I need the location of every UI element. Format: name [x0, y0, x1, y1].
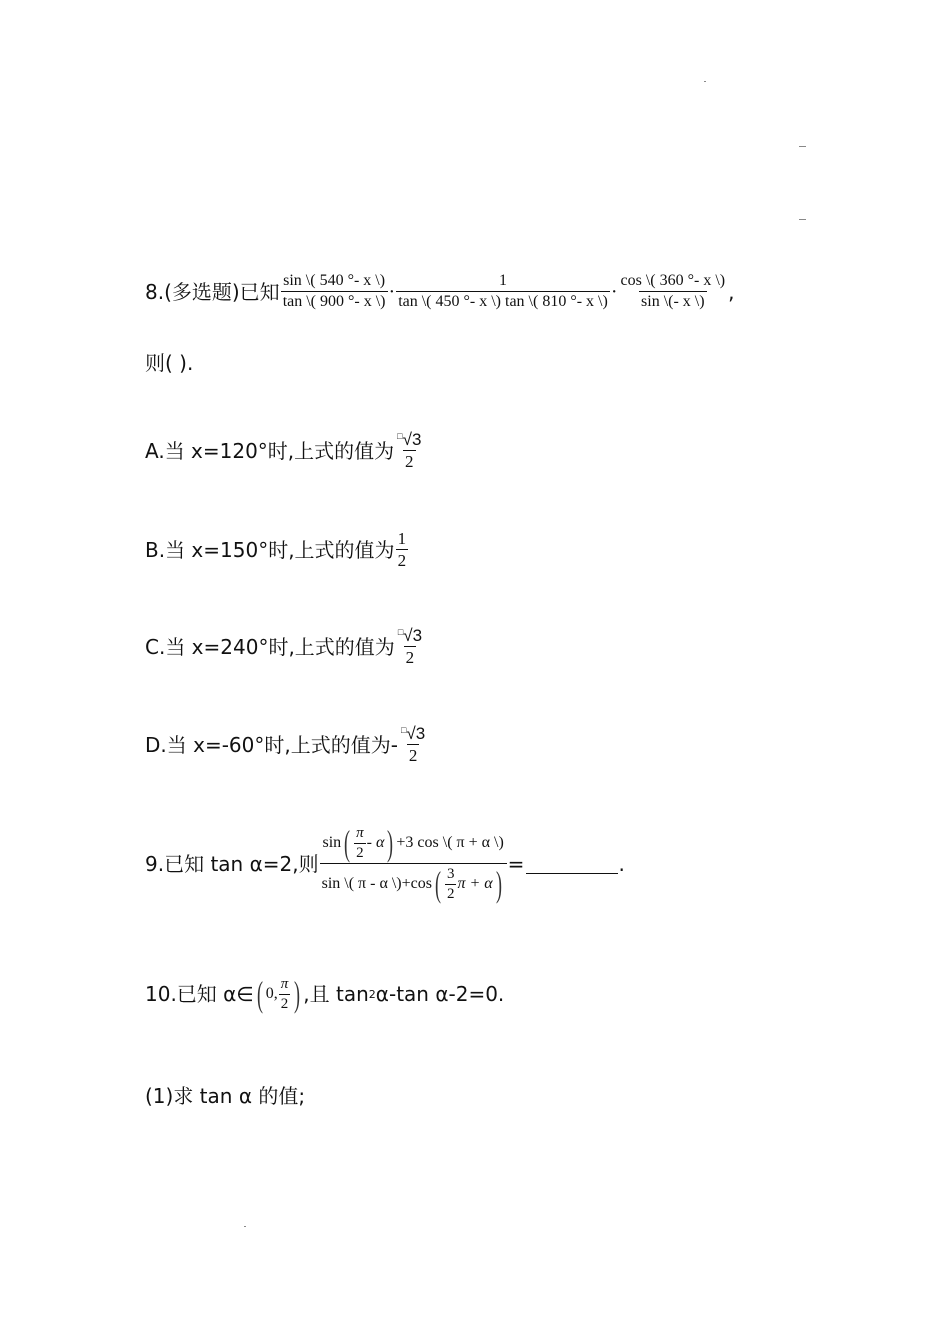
option-b-denominator: 2	[397, 551, 407, 570]
speck	[799, 219, 806, 220]
q9-den-two: 2	[446, 885, 455, 902]
q9-num-sin: sin	[322, 834, 342, 851]
option-d-root-index: □	[400, 725, 407, 735]
q8-prefix: 8.(多选题)已知	[145, 279, 280, 304]
option-c-denominator: 2	[405, 648, 415, 667]
option-d-text: D.当 x=-60°时,上式的值为	[145, 732, 391, 757]
speck	[799, 146, 806, 147]
q8-f1-denominator: tan \( 900 °- x \)	[282, 293, 386, 310]
question-9-stem	[145, 825, 625, 902]
answer-blank[interactable]	[526, 853, 618, 874]
q9-main-fraction	[320, 825, 507, 902]
q8-fraction-3	[619, 273, 728, 310]
option-a-numerator: √3	[402, 430, 422, 449]
q8-option-c	[145, 627, 425, 666]
q8-option-a	[145, 431, 424, 470]
q8-f3-numerator: cos \( 360 °- x \)	[620, 272, 726, 289]
q10-zero: 0,	[265, 985, 278, 1002]
q10-rest: α-tan α-2=0.	[375, 982, 505, 1006]
q8-option-b	[145, 530, 409, 569]
speck	[244, 1226, 246, 1227]
q9-den-three-over-2	[445, 867, 457, 902]
q10-pi: π	[280, 975, 289, 992]
q10-superscript: 2	[368, 987, 376, 1001]
q9-num-pi: π	[356, 824, 364, 841]
right-paren: )	[495, 864, 502, 904]
q9-denominator	[320, 863, 507, 902]
q9-prefix: 9.已知 tan α=2,则	[145, 851, 319, 876]
option-d-denominator: 2	[408, 746, 418, 765]
q8-then	[145, 353, 193, 373]
q9-den-pi-plus-alpha: π + α	[457, 875, 493, 892]
q9-equals: =	[507, 851, 525, 876]
q8-suffix: ,	[728, 279, 735, 304]
option-a-text: A.当 x=120°时,上式的值为	[145, 438, 395, 463]
q10-mid: ,且 tan	[303, 982, 369, 1006]
q9-numerator	[320, 825, 505, 863]
option-b-text: B.当 x=150°时,上式的值为	[145, 537, 395, 562]
q9-end: .	[618, 851, 625, 876]
question-8-stem	[145, 273, 734, 310]
q8-f2-numerator: 1	[499, 272, 507, 289]
option-d-sign: -	[390, 732, 398, 757]
option-c-fraction	[396, 627, 424, 666]
q8-dot-2: ·	[610, 280, 618, 303]
option-b-fraction	[396, 530, 409, 569]
option-d-numerator: √3	[406, 724, 426, 743]
option-c-numerator: √3	[403, 626, 423, 645]
question-10-stem	[145, 976, 504, 1012]
right-paren: )	[387, 823, 394, 863]
speck	[704, 81, 706, 82]
q10-prefix: 10.已知 α∈	[145, 982, 254, 1006]
left-paren: (	[344, 823, 351, 863]
q8-option-d	[145, 725, 428, 764]
q9-den-three: 3	[446, 865, 455, 882]
q8-then-text: 则( ).	[145, 351, 194, 375]
q9-num-minus-alpha: - α	[366, 834, 385, 851]
option-c-text: C.当 x=240°时,上式的值为	[145, 634, 395, 659]
left-paren: (	[256, 974, 263, 1014]
q8-f1-numerator: sin \( 540 °- x \)	[283, 272, 386, 289]
q9-num-two: 2	[356, 844, 364, 861]
option-d-fraction	[399, 725, 427, 764]
option-c-root-index: □	[397, 627, 404, 637]
q9-num-rest: +3 cos \( π + α \)	[396, 834, 504, 851]
q8-f3-denominator: sin \(- x \)	[641, 293, 705, 310]
q9-num-pi-over-2	[354, 826, 366, 861]
q8-dot-1: ·	[388, 280, 396, 303]
q10-pi-over-2	[279, 977, 291, 1012]
option-a-root-index: □	[397, 431, 403, 441]
q10-two: 2	[280, 995, 289, 1012]
left-paren: (	[434, 864, 441, 904]
option-a-fraction	[395, 431, 423, 470]
right-paren: )	[294, 974, 301, 1014]
q8-f2-denominator: tan \( 450 °- x \) tan \( 810 °- x \)	[398, 293, 608, 310]
q9-den-start: sin \( π - α \)+cos	[321, 875, 432, 892]
q8-fraction-1	[281, 273, 388, 310]
q10-subquestion-1	[145, 1086, 305, 1106]
q10-sub1-text: (1)求 tan α 的值;	[145, 1084, 306, 1108]
q8-fraction-2	[396, 273, 610, 310]
option-a-denominator: 2	[405, 452, 414, 471]
option-b-numerator: 1	[397, 529, 407, 548]
